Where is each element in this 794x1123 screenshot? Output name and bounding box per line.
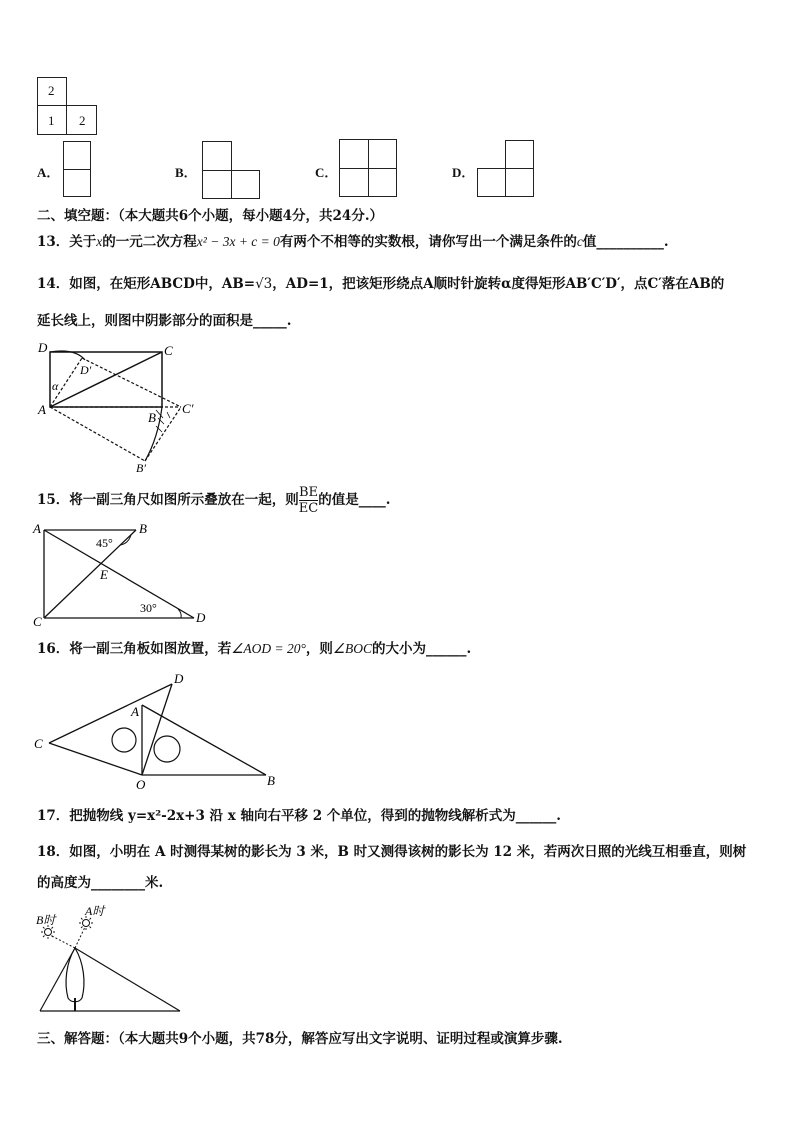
sun-icon-a (79, 916, 93, 930)
label-b-time: B时 (36, 913, 56, 927)
top-view-figure (37, 77, 97, 135)
label-O: O (136, 777, 146, 792)
label-D-prime: D′ (80, 363, 92, 377)
question-15: 15．将一副三角尺如图所示叠放在一起，则 $\frac{BE}{EC}$ 的值是____. (37, 485, 391, 516)
figure-15-triangles (30, 518, 215, 630)
label-A: A (33, 521, 41, 536)
option-b-label: B． (175, 165, 197, 180)
label-C: C (34, 736, 43, 751)
tree-icon (66, 948, 84, 1002)
figure-14-rectangle-rotation (30, 338, 205, 478)
option-a-figure (63, 141, 91, 197)
option-a-label: A． (37, 165, 60, 180)
option-c-figure (339, 139, 397, 197)
sun-icon-b (41, 925, 55, 939)
option-d-label: D． (452, 165, 475, 180)
bottom-left-number: 1 (48, 113, 55, 128)
angle-45: 45° (96, 536, 113, 550)
label-D: D (196, 610, 206, 625)
figure-16-triangles (30, 668, 285, 793)
option-d-figure (477, 140, 534, 197)
label-B-prime: B′ (136, 461, 146, 475)
section-3-heading: 三、解答题：（本大题共9个小题，共78分，解答应写出文字说明、证明过程或演算步骤. (37, 1031, 563, 1047)
section-2-heading: 二、填空题：（本大题共6个小题，每小题4分，共24分.） (37, 208, 384, 224)
label-C: C (33, 614, 42, 629)
question-17: 17．把抛物线 y=x²-2x+3 沿 x 轴向右平移 2 个单位，得到的抛物线解析式为______. (37, 808, 561, 824)
label-D: D (174, 671, 184, 686)
label-B: B (148, 410, 156, 425)
label-A: A (38, 402, 46, 417)
question-14-line1: 14．如图，在矩形ABCD中，AB=√3，AD=1，把该矩形绕点A顺时针旋转α度得矩形AB′C′D′，点C′落在AB的 (37, 276, 725, 292)
figure-18-tree-shadow (28, 903, 188, 1015)
question-14-line2: 延长线上，则图中阴影部分的面积是_____. (37, 313, 292, 329)
angle-30: 30° (140, 601, 157, 615)
label-a-time: A时 (85, 904, 105, 918)
label-C-prime: C′ (182, 401, 194, 416)
label-B: B (139, 521, 147, 536)
label-B: B (267, 773, 275, 788)
bottom-right-number: 2 (79, 113, 86, 128)
label-D: D (38, 340, 48, 355)
option-c-label: C． (315, 165, 338, 180)
question-18-line1: 18．如图，小明在 A 时测得某树的影长为 3 米，B 时又测得该树的影长为 12 米，若两次日照的光线互相垂直，则树 (37, 844, 747, 860)
label-alpha: α (52, 379, 59, 393)
option-b-figure (202, 141, 260, 199)
question-16: 16．将一副三角板如图放置，若∠AOD = 20°，则∠BOC的大小为______. (37, 641, 472, 657)
label-C: C (164, 343, 173, 358)
label-E: E (100, 567, 108, 582)
question-13: 13．关于x的一元二次方程x² − 3x + c = 0有两个不相等的实数根，请你写出一个满足条件的c值__________. (37, 234, 669, 250)
top-cell-number: 2 (48, 83, 55, 98)
fraction-be-ec: $\frac{BE}{EC}$ (298, 485, 319, 516)
label-A: A (131, 704, 139, 719)
question-18-line2: 的高度为________米. (37, 875, 164, 891)
